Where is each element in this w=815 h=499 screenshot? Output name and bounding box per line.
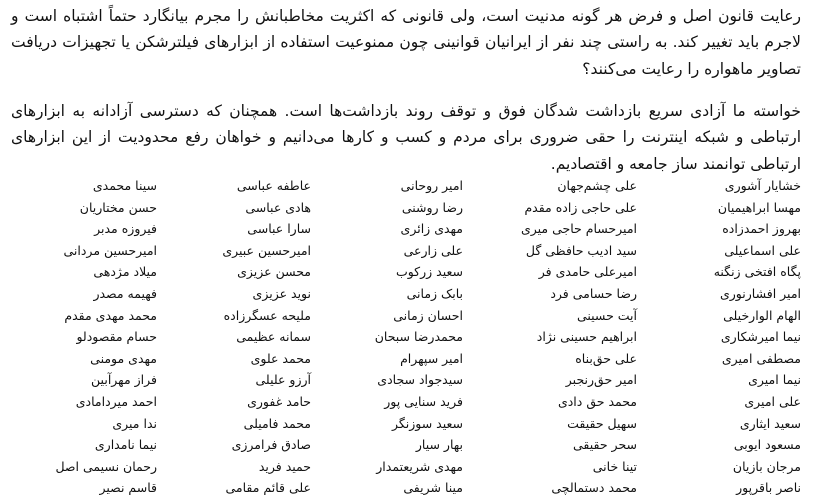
signatory-name: سعید زرکوب bbox=[395, 264, 463, 280]
signatory-name: میلاد مژدهی bbox=[93, 264, 157, 280]
signatory-name: امیرعلی حامدی فر bbox=[538, 264, 637, 280]
signatories-column bbox=[482, 175, 637, 499]
signatory-name: امیر سپهرام bbox=[400, 350, 463, 366]
signatories-column bbox=[2, 175, 157, 499]
signatory-name: سارا عباسی bbox=[247, 221, 311, 237]
signatory-name: مهسا ابراهیمیان bbox=[717, 199, 801, 215]
signatory-name: الهام الوارخیلی bbox=[723, 307, 801, 323]
signatory-name: ابراهیم حسینی نژاد bbox=[536, 329, 637, 345]
signatory-name: علی حاجی زاده مقدم bbox=[524, 199, 637, 215]
signatory-name: امیرحسام حاجی میری bbox=[520, 221, 637, 237]
signatory-name: بهروز احمدزاده bbox=[722, 221, 801, 237]
signatory-name: محمد فامیلی bbox=[243, 415, 311, 431]
signatory-name: محسن عزیزی bbox=[237, 264, 311, 280]
signatory-name: سمانه عظیمی bbox=[236, 329, 311, 345]
signatory-name: عاطفه عباسی bbox=[236, 178, 311, 193]
signatory-name: صادق فرامرزی bbox=[231, 437, 311, 453]
signatory-name: سید ادیب حافظی گل bbox=[525, 242, 637, 258]
signatory-name: امیر روحانی bbox=[400, 178, 463, 193]
signatory-name: علی چشم‌جهان bbox=[557, 178, 637, 193]
signatory-name: احمد میردامادی bbox=[75, 393, 157, 409]
signatory-name: علی اسماعیلی bbox=[724, 242, 801, 258]
signatory-name: قاسم نصیر bbox=[99, 480, 157, 496]
signatory-name: حمید فرید bbox=[258, 458, 311, 474]
signatory-name: مهدی زائری bbox=[400, 221, 463, 237]
signatories-column bbox=[156, 175, 311, 499]
signatories-list bbox=[0, 175, 815, 496]
signatories-column bbox=[646, 175, 801, 499]
signatory-name: علی امیری bbox=[744, 393, 801, 409]
signatory-name: حسام مقصودلو bbox=[76, 329, 157, 345]
signatory-name: امیر افشارنوری bbox=[719, 285, 801, 301]
signatory-name: علی زارعی bbox=[403, 242, 463, 258]
signatory-name: امیرحسین مردانی bbox=[63, 242, 157, 258]
signatory-name: بابک زمانی bbox=[406, 285, 463, 301]
signatory-name: رضا حسامی فرد bbox=[550, 285, 637, 301]
signatory-name: سعید ایثاری bbox=[739, 415, 801, 431]
signatory-name: محمد حق دادی bbox=[557, 393, 637, 409]
signatory-name: فهیمه مصدر bbox=[93, 285, 157, 301]
signatory-name: پگاه افتخی زنگنه bbox=[713, 264, 801, 280]
signatory-name: محمدرضا سبحان bbox=[374, 329, 463, 345]
signatory-name: نیما نامداری bbox=[94, 437, 157, 453]
signatory-name: خشایار آشوری bbox=[724, 178, 801, 193]
signatory-name: مسعود ایوبی bbox=[733, 437, 801, 453]
signatory-name: ناصر باقرپور bbox=[736, 480, 801, 496]
signatory-name: سینا محمدی bbox=[92, 178, 157, 193]
signatory-name: آرزو علیلی bbox=[255, 372, 311, 388]
signatory-name: نوید عزیزی bbox=[252, 285, 311, 301]
article-paragraph: رعایت قانون اصل و فرض هر گونه مدنیت است، ولی قانونی که اکثریت مخاطبانش را مجرم بیانگارد حتماً اشتباه است و لاجرم باید تغییر کند. به راستی چند نفر از ایرانیان قوانینی چون ممنوعیت استفاده از ابزارهای فیلترشکن یا تجهیزات دریافت تصاویر ماهواره را رعایت می‌کنند؟ bbox=[11, 6, 801, 78]
signatory-name: حسن مختاریان bbox=[79, 199, 157, 215]
signatory-name: محمد علوی bbox=[250, 350, 311, 366]
signatory-name: مصطفی امیری bbox=[721, 350, 801, 366]
signatory-name: ندا میری bbox=[112, 415, 157, 431]
signatory-name: نیما امیری bbox=[748, 372, 801, 388]
signatory-name: هادی عباسی bbox=[245, 199, 311, 215]
signatory-name: مهدی شریعتمدار bbox=[376, 458, 463, 474]
signatory-name: فرید سنایی پور bbox=[384, 393, 463, 409]
signatory-name: امیر حق‌رنجبر bbox=[565, 372, 637, 388]
signatory-name: سعید سوزنگر bbox=[391, 415, 463, 431]
signatory-name: رضا روشنی bbox=[401, 199, 463, 215]
signatory-name: مرجان بازیان bbox=[732, 458, 801, 474]
signatory-name: علی قائم مقامی bbox=[225, 480, 311, 496]
signatory-name: محمد مهدی مقدم bbox=[64, 307, 157, 323]
signatory-name: ملیحه عسگرزاده bbox=[223, 307, 311, 323]
article-paragraph: خواسته ما آزادی سریع بازداشت شدگان فوق و توقف روند بازداشت‌ها است. همچنان که دسترسی آزادانه به ابزارهای ارتباطی و شبکه اینترنت را حقی ضروری برای مردم و کسب و کارها می‌دانیم و خواهان رفع محدودیت از این ابزارهای ارتباطی توانمند ساز جامعه و اقتصادیم. bbox=[11, 101, 801, 173]
signatory-name: سهیل حقیقت bbox=[567, 415, 637, 431]
signatory-name: رحمان نسیمی اصل bbox=[55, 458, 157, 474]
signatory-name: مهدی مومنی bbox=[90, 350, 157, 366]
signatory-name: فراز مهرآبین bbox=[91, 372, 157, 388]
signatory-name: سحر حقیقی bbox=[573, 437, 637, 453]
signatory-name: بهار سیار bbox=[415, 437, 463, 453]
signatory-name: علی حق‌بناه bbox=[575, 350, 637, 366]
signatory-name: سیدجواد سجادی bbox=[377, 372, 463, 388]
signatory-name: آیت حسینی bbox=[576, 307, 637, 323]
signatory-name: امیرحسین عبیری bbox=[222, 242, 311, 258]
signatories-column bbox=[308, 175, 463, 499]
signatory-name: مینا شریفی bbox=[403, 480, 463, 496]
signatory-name: فیروزه مدبر bbox=[94, 221, 157, 237]
signatory-name: تینا خانی bbox=[592, 458, 637, 474]
signatory-name: حامد غفوری bbox=[247, 393, 311, 409]
signatory-name: محمد دستمالچی bbox=[551, 480, 637, 496]
signatory-name: نیما امیرشکاری bbox=[720, 329, 801, 345]
signatory-name: احسان زمانی bbox=[393, 307, 463, 323]
